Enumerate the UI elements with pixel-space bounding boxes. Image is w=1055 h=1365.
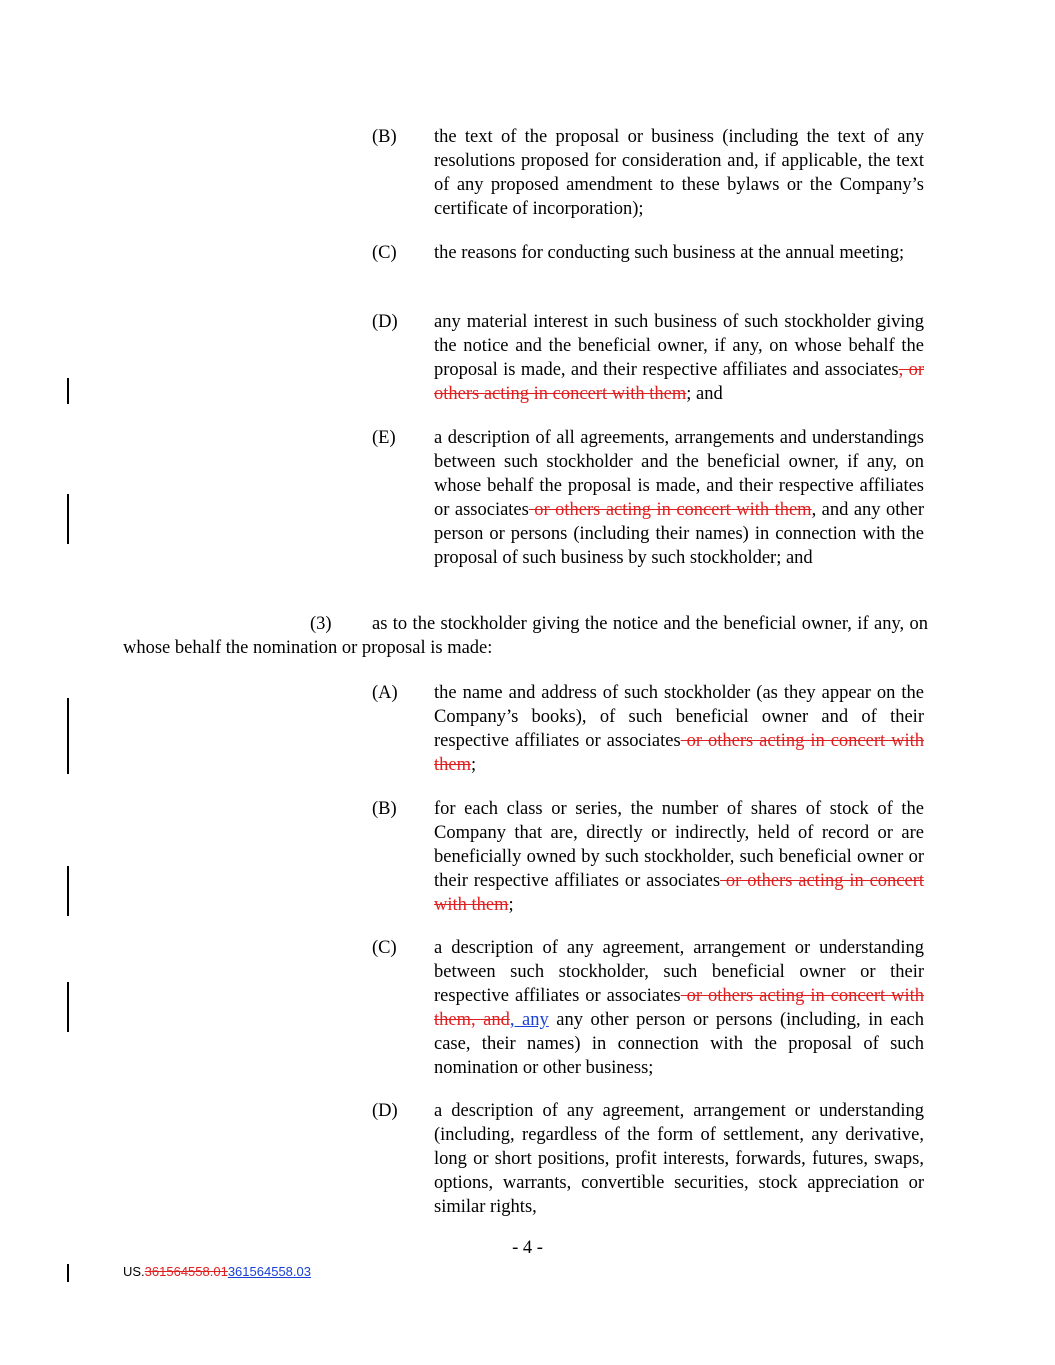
page-number: - 4 - (512, 1238, 543, 1258)
subitem-label: (C) (372, 243, 397, 263)
body-text: a description of all agreements, arrangements and understandings between such stockholder and the beneficial owner, if any, on whose behalf the proposal is made, and their respective affiliates or associates (434, 428, 924, 520)
subitem-label: (D) (372, 1101, 398, 1121)
change-bar (67, 378, 69, 404)
body-text: any material interest in such business of such stockholder giving the notice and the beneficial owner, if any, on whose behalf the proposal is made, and their respective affiliates and associates (434, 312, 924, 380)
body-text: the text of the proposal or business (including the text of any resolutions proposed for consideration and, if applicable, the text of any proposed amendment to these bylaws or the Company’s certificate of incorporation); (434, 127, 924, 219)
footer-prefix: US. (123, 1264, 145, 1279)
deleted-text: or others acting in concert with them, and (434, 986, 924, 1030)
document-footer-id (123, 1264, 311, 1279)
body-text: a description of any agreement, arrangement or understanding (including, regardless of the form of settlement, any derivative, long or short positions, profit interests, forwards, futures, swaps, options, warrants, convertible securities, stock appreciation or similar rights, (434, 1101, 924, 1217)
subitem-label: (B) (372, 799, 397, 819)
paragraph-text: as to the stockholder giving the notice and the beneficial owner, if any, on whose behalf the nomination or proposal is made: (123, 614, 928, 658)
change-bar (67, 494, 69, 544)
paragraph-3 (123, 612, 928, 660)
subitem-label: (E) (372, 428, 396, 448)
subitem-text (434, 1099, 924, 1219)
body-text: , and any other person or persons (including their names) in connection with the proposal of such business by such stockholder; and (434, 500, 925, 568)
body-text: ; (508, 895, 514, 915)
body-text: a description of any agreement, arrangement or understanding between such stockholder, such beneficial owner or their respective affiliates or associates (434, 938, 924, 1006)
body-text: the reasons for conducting such business at the annual meeting; (434, 243, 905, 263)
inserted-text: , any (509, 1010, 549, 1030)
subitem-label: (C) (372, 938, 397, 958)
deleted-text: , or others acting in concert with them (434, 360, 924, 404)
subitem-text (434, 681, 924, 777)
subitem-text (434, 797, 924, 917)
footer-deleted-id: 361564558.01 (144, 1264, 228, 1279)
subitem-label: (D) (372, 312, 398, 332)
subitem-label: (B) (372, 127, 397, 147)
deleted-text: or others acting in concert with them (528, 500, 812, 520)
change-bar (67, 866, 69, 916)
footer-inserted-id: 361564558.03 (227, 1264, 311, 1279)
change-bar (67, 982, 69, 1032)
paragraph-number: (3) (310, 614, 332, 634)
subitem-text (434, 310, 924, 406)
change-bar (67, 1264, 69, 1282)
subitem-text (434, 125, 924, 221)
deleted-text: or others acting in concert with them (434, 731, 924, 775)
deleted-text: or others acting in concert with them (434, 871, 924, 915)
change-bar (67, 698, 69, 774)
subitem-text (434, 241, 924, 265)
body-text: the name and address of such stockholder (as they appear on the Company’s books), of such beneficial owner and of their respective affiliates or associates (434, 683, 924, 751)
subitem-label: (A) (372, 683, 398, 703)
body-text: ; and (686, 384, 723, 404)
subitem-text (434, 936, 924, 1080)
body-text: ; (471, 755, 477, 775)
subitem-text (434, 426, 924, 570)
body-text: for each class or series, the number of shares of stock of the Company that are, directly or indirectly, held of record or are beneficially owned by such stockholder, such beneficial owner or their respective affiliates or associates (434, 799, 924, 891)
body-text: any other person or persons (including, in each case, their names) in connection with the proposal of such nomination or other business; (434, 1010, 925, 1078)
